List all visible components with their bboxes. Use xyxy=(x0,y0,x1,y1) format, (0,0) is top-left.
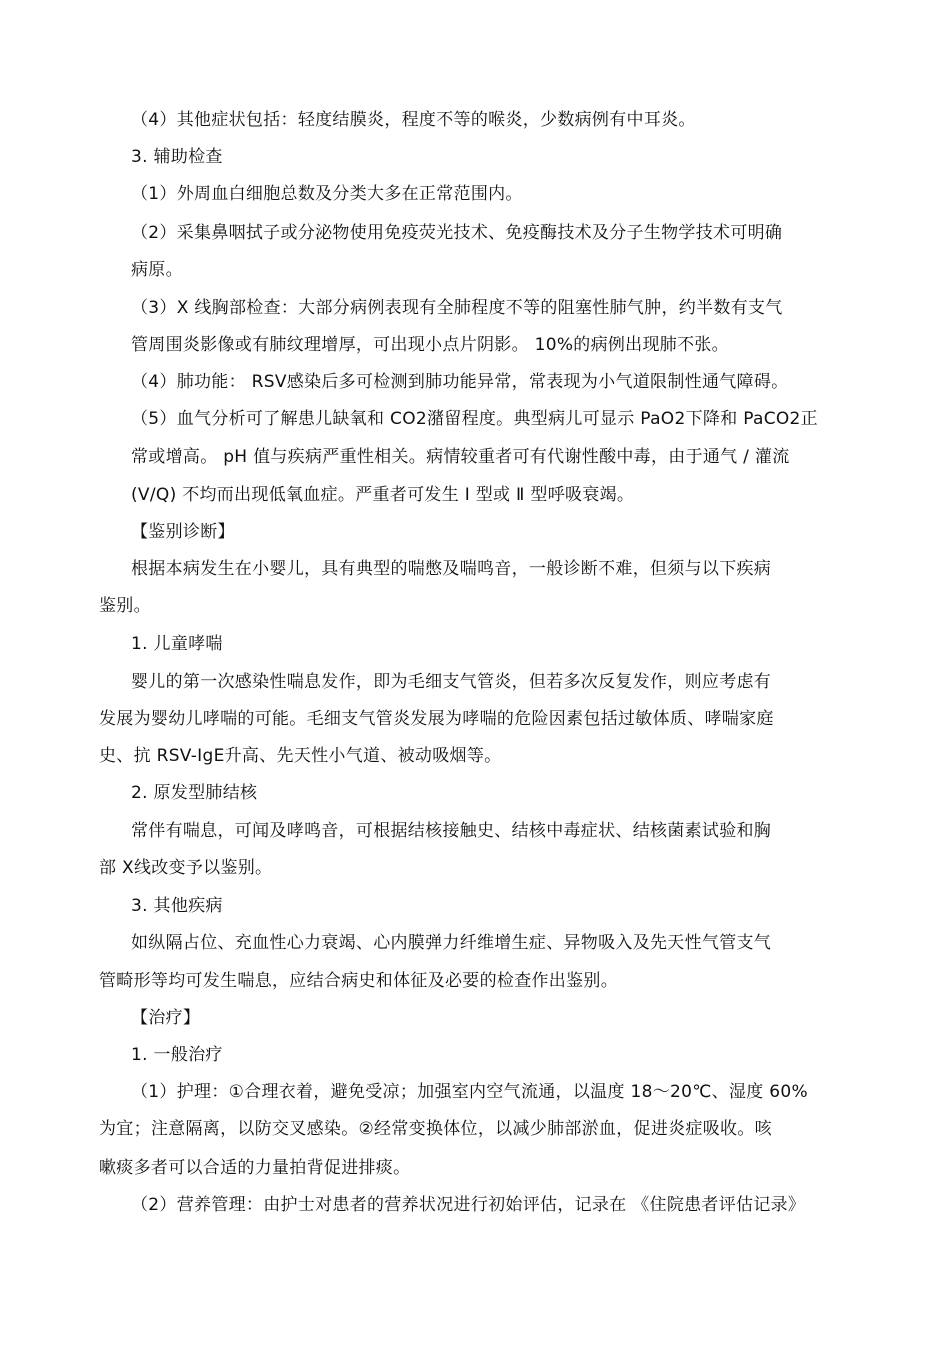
text-line: （4）肺功能： RSV感染后多可检测到肺功能异常，常表现为小气道限制性通气障碍。 xyxy=(131,372,789,392)
text-line: 病原。 xyxy=(131,260,183,280)
text-line: （3）X 线胸部检查：大部分病例表现有全肺程度不等的阻塞性肺气肿，约半数有支气 xyxy=(131,298,783,318)
text-line: 史、抗 RSV-IgE升高、先天性小气道、被动吸烟等。 xyxy=(99,746,502,766)
text-line: 发展为婴幼儿哮喘的可能。毛细支气管炎发展为哮喘的危险因素包括过敏体质、哮喘家庭 xyxy=(99,709,774,729)
text-line: （1）外周血白细胞总数及分类大多在正常范围内。 xyxy=(131,184,523,204)
text-line: 常伴有喘息，可闻及哮鸣音，可根据结核接触史、结核中毒症状、结核菌素试验和胸 xyxy=(131,821,772,841)
text-line: (V/Q) 不均而出现低氧血症。严重者可发生 Ⅰ 型或 Ⅱ 型呼吸衰竭。 xyxy=(131,485,635,505)
text-line: 管周围炎影像或有肺纹理增厚，可出现小点片阴影。 10%的病例出现肺不张。 xyxy=(131,335,729,355)
text-line: 管畸形等均可发生喘息，应结合病史和体征及必要的检查作出鉴别。 xyxy=(99,971,618,991)
section-heading: 1. 儿童哮喘 xyxy=(131,634,223,654)
text-line: 嗽痰多者可以合适的力量拍背促进排痰。 xyxy=(99,1158,411,1178)
section-heading: 【鉴别诊断】 xyxy=(131,522,235,542)
text-line: 常或增高。 pH 值与疾病严重性相关。病情较重者可有代谢性酸中毒，由于通气 / 灌流 xyxy=(131,447,790,467)
text-line: 根据本病发生在小婴儿，具有典型的喘憋及喘鸣音，一般诊断不难，但须与以下疾病 xyxy=(131,559,772,579)
text-line: （2）营养管理：由护士对患者的营养状况进行初始评估，记录在 《住院患者评估记录》 xyxy=(131,1195,806,1215)
text-line: （1）护理：①合理衣着，避免受凉；加强室内空气流通，以温度 18～20℃、湿度 60% xyxy=(131,1082,808,1102)
section-heading: 1. 一般治疗 xyxy=(131,1045,223,1065)
text-line: （2）采集鼻咽拭子或分泌物使用免疫荧光技术、免疫酶技术及分子生物学技术可明确 xyxy=(131,223,783,243)
text-line: 如纵隔占位、充血性心力衰竭、心内膜弹力纤维增生症、异物吸入及先天性气管支气 xyxy=(131,933,772,953)
text-line: 鉴别。 xyxy=(99,596,151,616)
section-heading: 【治疗】 xyxy=(131,1008,201,1028)
text-line: （4）其他症状包括：轻度结膜炎，程度不等的喉炎，少数病例有中耳炎。 xyxy=(131,110,696,130)
text-line: 婴儿的第一次感染性喘息发作，即为毛细支气管炎，但若多次反复发作，则应考虑有 xyxy=(131,672,772,692)
text-line: 为宜；注意隔离，以防交叉感染。②经常变换体位，以减少肺部淤血，促进炎症吸收。咳 xyxy=(99,1119,772,1139)
section-heading: 3. 辅助检查 xyxy=(131,147,223,167)
text-line: 部 X线改变予以鉴别。 xyxy=(99,858,273,878)
text-line: （5）血气分析可了解患儿缺氧和 CO2潴留程度。典型病儿可显示 PaO2下降和 PaCO2正 xyxy=(131,409,818,429)
section-heading: 3. 其他疾病 xyxy=(131,896,223,916)
section-heading: 2. 原发型肺结核 xyxy=(131,783,258,803)
